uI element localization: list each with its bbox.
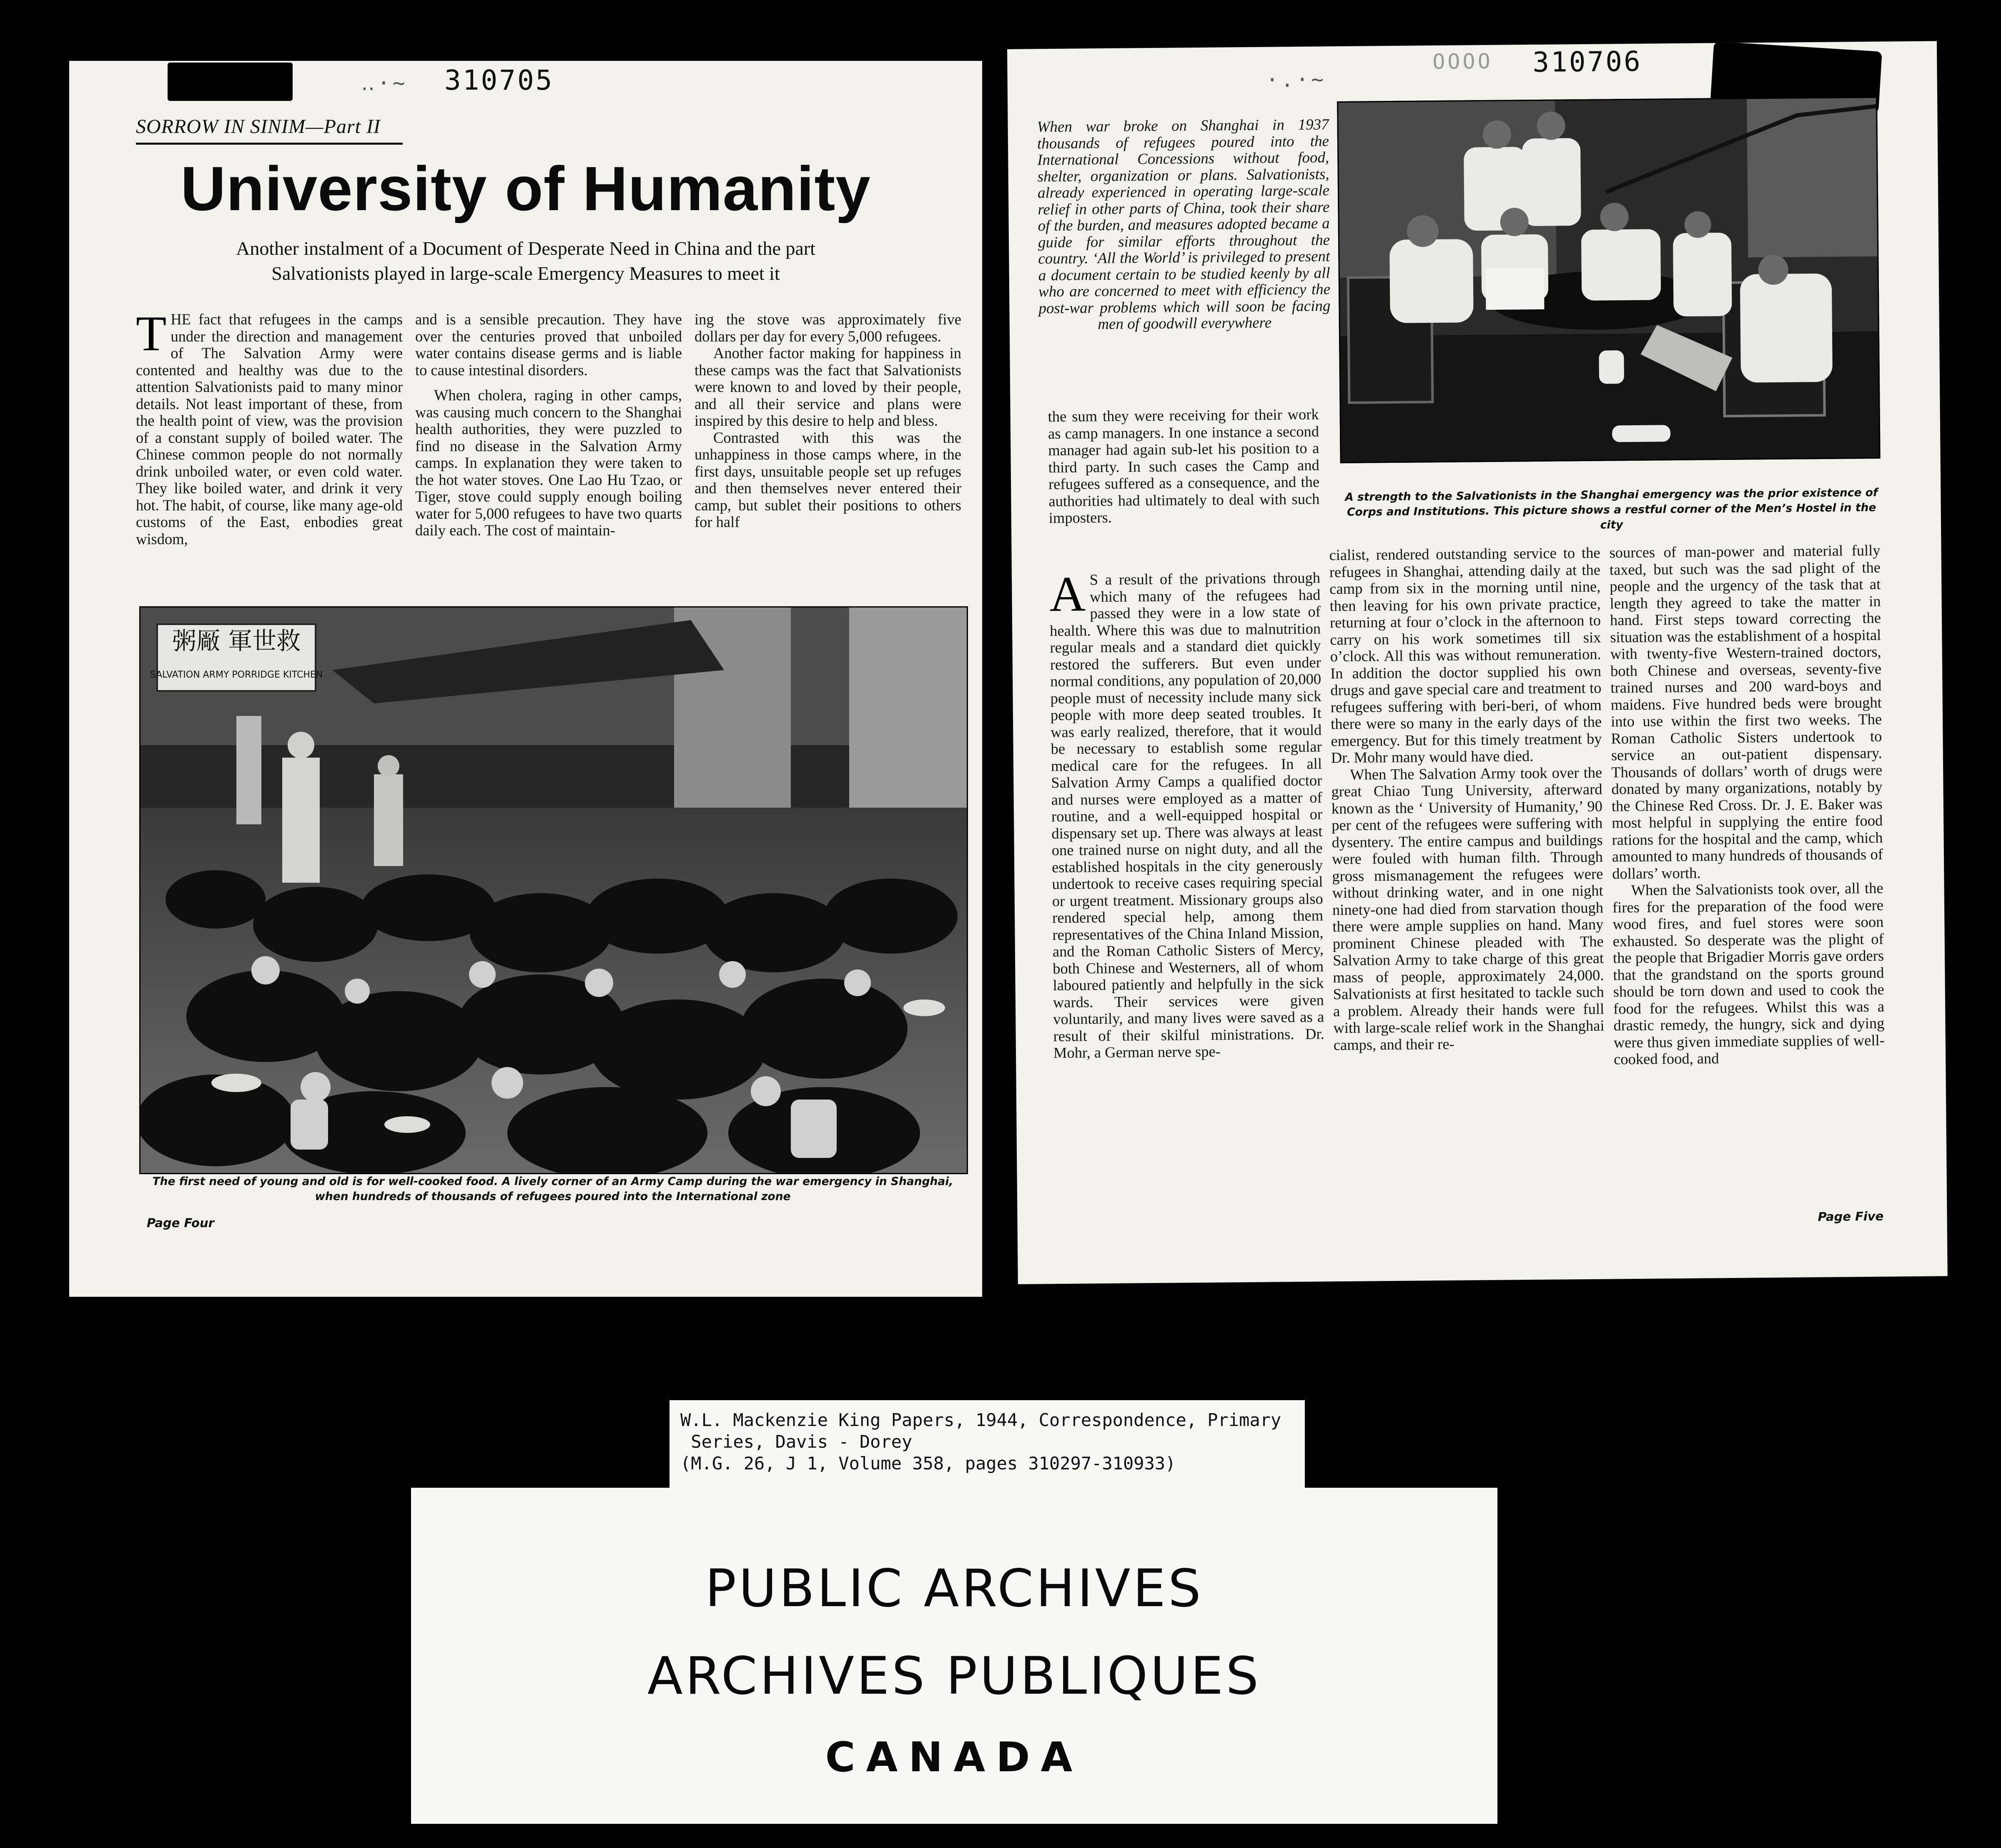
ink-mark: ·.·~ bbox=[1266, 67, 1326, 92]
paragraph: When the Salvationists took over, all the fires for the preparation of the food were wood fires, and fuel stores were soon exhausted. So desperate was the plight of the people that Brigadier Morris gave orders that the grandstand on the sports ground should be torn down and used to cook the food for the refugees. Whilst this was a drastic remedy, the hungry, sick and dying were thus given immediate supplies of well-cooked food, and bbox=[1612, 879, 1885, 1068]
refugee-camp-photo bbox=[139, 606, 968, 1174]
article-standfirst: Another instalment of a Document of Desperate Need in China and the part Salvationists played in large-scale Emergency Measures to meet it bbox=[236, 238, 815, 284]
camp-photo-image bbox=[140, 608, 967, 1173]
paragraph: S a result of the privations through which many of the refugees had passed they were in a low state of health. Where this was due to malnutrition regular meals and a standard diet quickly restored the sufferers. But even under normal conditions, any population of 20,000 people must of necessity include many sick people with more deep seated troubles. It was early realized, therefore, that it would be necessary to establish some regular medical care for the refugees. In all Salvation Army Camps a qualified doctor and nurses were employed as a matter of routine, and a well-equipped hospital or dispensary set up. There was always at least one trained nurse on night duty, and all the established hospitals in the city generously undertook to receive cases requiring special or urgent treatment. Missionary groups also rendered special help, among them representatives of the China Inland Mission, and the Roman Catholic Sisters of Mercy, both Chinese and Westerners, all of whom laboured patiently and helpfully in the sick wards. Their services were given voluntarily, and many lives were saved as a result of their skilful ministrations. Dr. Mohr, a German nerve spe- bbox=[1049, 569, 1324, 1062]
stamp-line-english: PUBLIC ARCHIVES bbox=[705, 1559, 1204, 1619]
paragraph: When The Salvation Army took over the great Chiao Tung University, afterward known as the ‘ University of Humanity,’ 90 per cent of the refugees were suffering with dysentery. The entire campus and buildings were fouled with human filth. Through gross mismanagement the refugees were without drinking water, and in one night ninety-one had died from starvation though there were ample supplies on hand. Many prominent Chinese pleaded with The Salvation Army to take charge of this great mass of people, approximately 24,000. Salvationists at first hesitated to tackle such a problem. Already their hands were full with large-scale relief work in the Shanghai camps, and their re- bbox=[1331, 763, 1605, 1053]
ink-mark: OOOO bbox=[1432, 49, 1493, 74]
body-column-2 bbox=[415, 311, 682, 539]
paragraph: the sum they were receiving for their work as camp managers. In one instance a second manager had again sub-let his position to a third party. In such cases the Camp and refugees suffered as a consequence, and the authorities had ultimately to deal with such imposters. bbox=[1048, 405, 1320, 527]
body-column-a bbox=[1049, 566, 1324, 1062]
paragraph: When cholera, raging in other camps, was causing much concern to the Shanghai health authorities, they were puzzled to find no disease in the Salvation Army camps. In explanation they were taken to the hot water stoves. One Lao Hu Tzao, or Tiger, stove could supply enough boiling water for 5,000 refugees to have two quarts daily each. The cost of maintain- bbox=[415, 387, 682, 539]
porridge-kitchen-sign-english: SALVATION ARMY PORRIDGE KITCHEN bbox=[150, 670, 323, 680]
paragraph: HE fact that refugees in the camps under the direction and management of The Salvation Army were contented and healthy was due to the attention Salvationists paid to many minor details. Not least important of these, from the health point of view, was the provision of a constant supply of boiled water. The Chinese common people do not normally drink unboiled water, or even cold water. They like boiled water, and drink it very hot. The habit, of course, like many age-old customs of the East, enbodies great wisdom, bbox=[136, 311, 403, 547]
photo-caption: A strength to the Salvationists in the Shanghai emergency was the prior existence of Corps and Institutions. This picture shows a restful corner of the Men’s Hostel in the city bbox=[1345, 486, 1878, 532]
page-folio: Page Four bbox=[147, 1216, 214, 1230]
redaction-bar bbox=[168, 63, 293, 101]
left-page bbox=[69, 61, 982, 1297]
right-page bbox=[1007, 41, 1948, 1284]
stamp-line-country: CANADA bbox=[825, 1734, 1083, 1781]
drop-cap: T bbox=[136, 306, 167, 361]
page-serial-number: 310706 bbox=[1532, 45, 1642, 79]
citation-line: Series, Davis - Dorey bbox=[680, 1431, 913, 1452]
page-serial-number: 310705 bbox=[444, 64, 554, 96]
citation-line: W.L. Mackenzie King Papers, 1944, Correspondence, Primary bbox=[680, 1410, 1281, 1430]
photo-caption: The first need of young and old is for well-cooked food. A lively corner of an Army Camp during the war emergency in Shanghai, when hundreds of thousands of refugees poured into the International zone bbox=[152, 1175, 953, 1203]
paragraph: sources of man-power and material fully taxed, but such was the sad plight of the people and the urgency of the task that at length they agreed to take the matter in hand. First steps toward correcting the situation was the establishment of a hospital with twenty-five Western-trained doctors, both Chinese and overseas, seventy-five trained nurses and 200 ward-boys and maidens. Five hundred beds were brought into use within the first two weeks. The Roman Catholic Sisters undertook to service an out-patient dispensary. Thousands of dollars’ worth of drugs were donated by many organizations, notably by the Chinese Red Cross. Dr. J. E. Baker was most helpful in supplying the entire food rations for the hospital and the camp, which amounted to many hundreds of thousands of dollars’ worth. bbox=[1609, 541, 1883, 882]
citation-line: (M.G. 26, J 1, Volume 358, pages 310297-310933) bbox=[680, 1453, 1176, 1474]
stamp-line-french: ARCHIVES PUBLIQUES bbox=[647, 1646, 1261, 1706]
series-kicker: SORROW IN SINIM—Part II bbox=[136, 116, 381, 138]
paragraph: ing the stove was approximately five dollars per day for every 5,000 refugees. bbox=[695, 311, 961, 345]
article-headline: University of Humanity bbox=[181, 153, 871, 223]
archive-citation-label bbox=[670, 1400, 1305, 1489]
page-folio: Page Five bbox=[1818, 1209, 1884, 1224]
body-column-b bbox=[1329, 545, 1605, 1054]
kicker-rule bbox=[136, 143, 403, 145]
drop-cap: A bbox=[1049, 566, 1086, 622]
paragraph: Contrasted with this was the unhappiness in those camps where, in the first days, unsuitable people set up refuges and then themselves never entered their camp, but sublet their positions to others for half bbox=[695, 429, 961, 530]
body-column-c bbox=[1609, 542, 1885, 1068]
hostel-photo-image bbox=[1338, 98, 1879, 462]
paragraph: and is a sensible precaution. They have over the centuries proved that unboiled water contains disease germs and is liable to cause intestinal disorders. bbox=[415, 311, 682, 379]
ink-mark: ‥·~ bbox=[361, 71, 408, 95]
body-column-3 bbox=[695, 311, 961, 531]
public-archives-stamp bbox=[411, 1488, 1497, 1824]
intro-paragraph: When war broke on Shanghai in 1937 thousands of refugees poured into the International Concessions without food, shelter, organization or plans. Salvationists, already experienced in operating large-scale relief in other parts of China, took their share of the burden, and measures adopted became a guide for similar efforts throughout the country. ‘All the World’ is privileged to present a document certain to be studied keenly by all who are concerned to meet with efficiency the post-war problems which will soon be facing men of goodwill everywhere bbox=[1037, 116, 1331, 333]
paragraph: cialist, rendered outstanding service to the refugees in Shanghai, attending daily at the camp from six in the morning until nine, then leaving for his own private practice, returning at four o’clock in the afternoon to carry on his work sometimes till six o’clock. All this was without remuneration. In addition the doctor supplied his own drugs and gave special care and treatment to refugees suffering with beri-beri, of whom there were so many in the early days of the emergency. But for this timely treatment by Dr. Mohr many would have died. bbox=[1329, 544, 1602, 766]
mens-hostel-photo bbox=[1337, 97, 1881, 463]
paragraph: Another factor making for happiness in these camps was the fact that Salvationists were known to and loved by their people, and all their service and plans were inspired by this desire to help and bless. bbox=[695, 344, 961, 429]
porridge-kitchen-sign-chinese: 粥厰 軍世救 bbox=[172, 627, 301, 655]
body-column-a-top bbox=[1048, 406, 1320, 527]
body-column-1 bbox=[136, 306, 403, 547]
